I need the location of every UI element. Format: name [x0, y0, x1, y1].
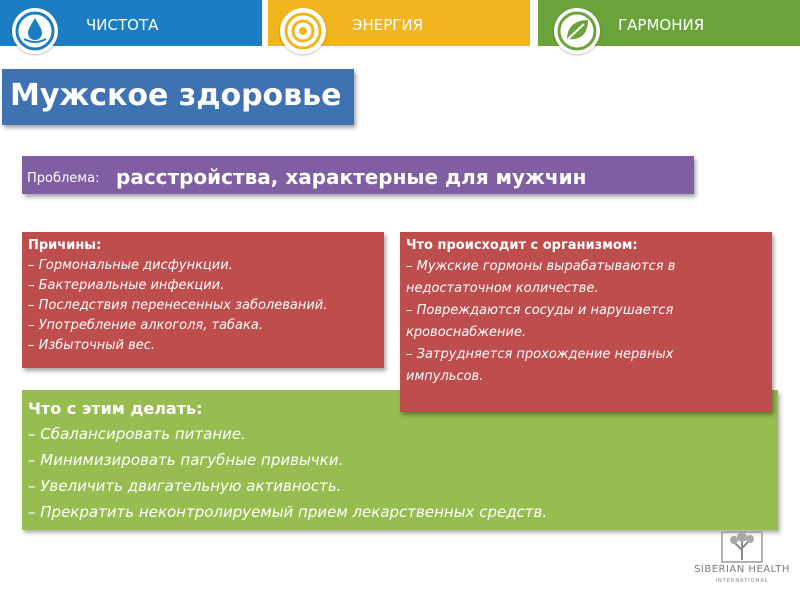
causes-box	[22, 232, 384, 368]
causes-item: – Бактериальные инфекции.	[28, 278, 225, 293]
causes-heading: Причины:	[28, 238, 102, 253]
problem-label: Проблема:	[27, 171, 100, 186]
brand-subtitle: INTERNATIONAL	[715, 578, 769, 584]
causes-item: – Избыточный вес.	[28, 338, 156, 353]
causes-item: – Гормональные дисфункции.	[28, 258, 233, 273]
tab-label: ЭНЕРГИЯ	[352, 16, 424, 34]
body-effects-item: – Мужские гормоны вырабатываются в	[406, 259, 676, 274]
actions-item: – Минимизировать пагубные привычки.	[28, 451, 344, 469]
body-effects-heading: Что происходит с организмом:	[406, 238, 638, 253]
body-effects-item: недостаточном количестве.	[406, 281, 599, 296]
tab-label: ГАРМОНИЯ	[618, 16, 705, 34]
leaf-icon	[554, 8, 600, 54]
body-effects-item: – Затрудняется прохождение нервных	[406, 347, 674, 362]
actions-item: – Сбалансировать питание.	[28, 425, 246, 443]
actions-heading: Что с этим делать:	[28, 399, 203, 418]
body-effects-item: кровоснабжение.	[406, 325, 527, 340]
body-effects-item: импульсов.	[406, 369, 484, 384]
tab-energy[interactable]	[268, 0, 530, 46]
tab-harmony[interactable]	[538, 0, 800, 46]
siberian-health-logo	[684, 530, 800, 600]
actions-item: – Увеличить двигательную активность.	[28, 477, 342, 495]
top-navigation-bar	[0, 0, 800, 46]
causes-item: – Употребление алкоголя, табака.	[28, 318, 263, 333]
water-drop-icon	[12, 8, 58, 54]
brand-name: SIBERIAN HEALTH	[694, 564, 790, 575]
title-box	[2, 69, 354, 125]
body-effects-item: – Повреждаются сосуды и нарушается	[406, 303, 674, 318]
sun-icon	[280, 8, 326, 54]
tree-icon	[714, 530, 770, 564]
tab-label: ЧИСТОТА	[86, 16, 159, 34]
tab-purity[interactable]	[0, 0, 262, 46]
problem-text: расстройства, характерные для мужчин	[116, 165, 587, 189]
page-title: Мужское здоровье	[10, 78, 342, 113]
problem-box	[22, 156, 694, 194]
actions-item: – Прекратить неконтролируемый прием лекарственных средств.	[28, 503, 548, 521]
body-effects-box	[400, 232, 772, 412]
causes-item: – Последствия перенесенных заболеваний.	[28, 298, 328, 313]
